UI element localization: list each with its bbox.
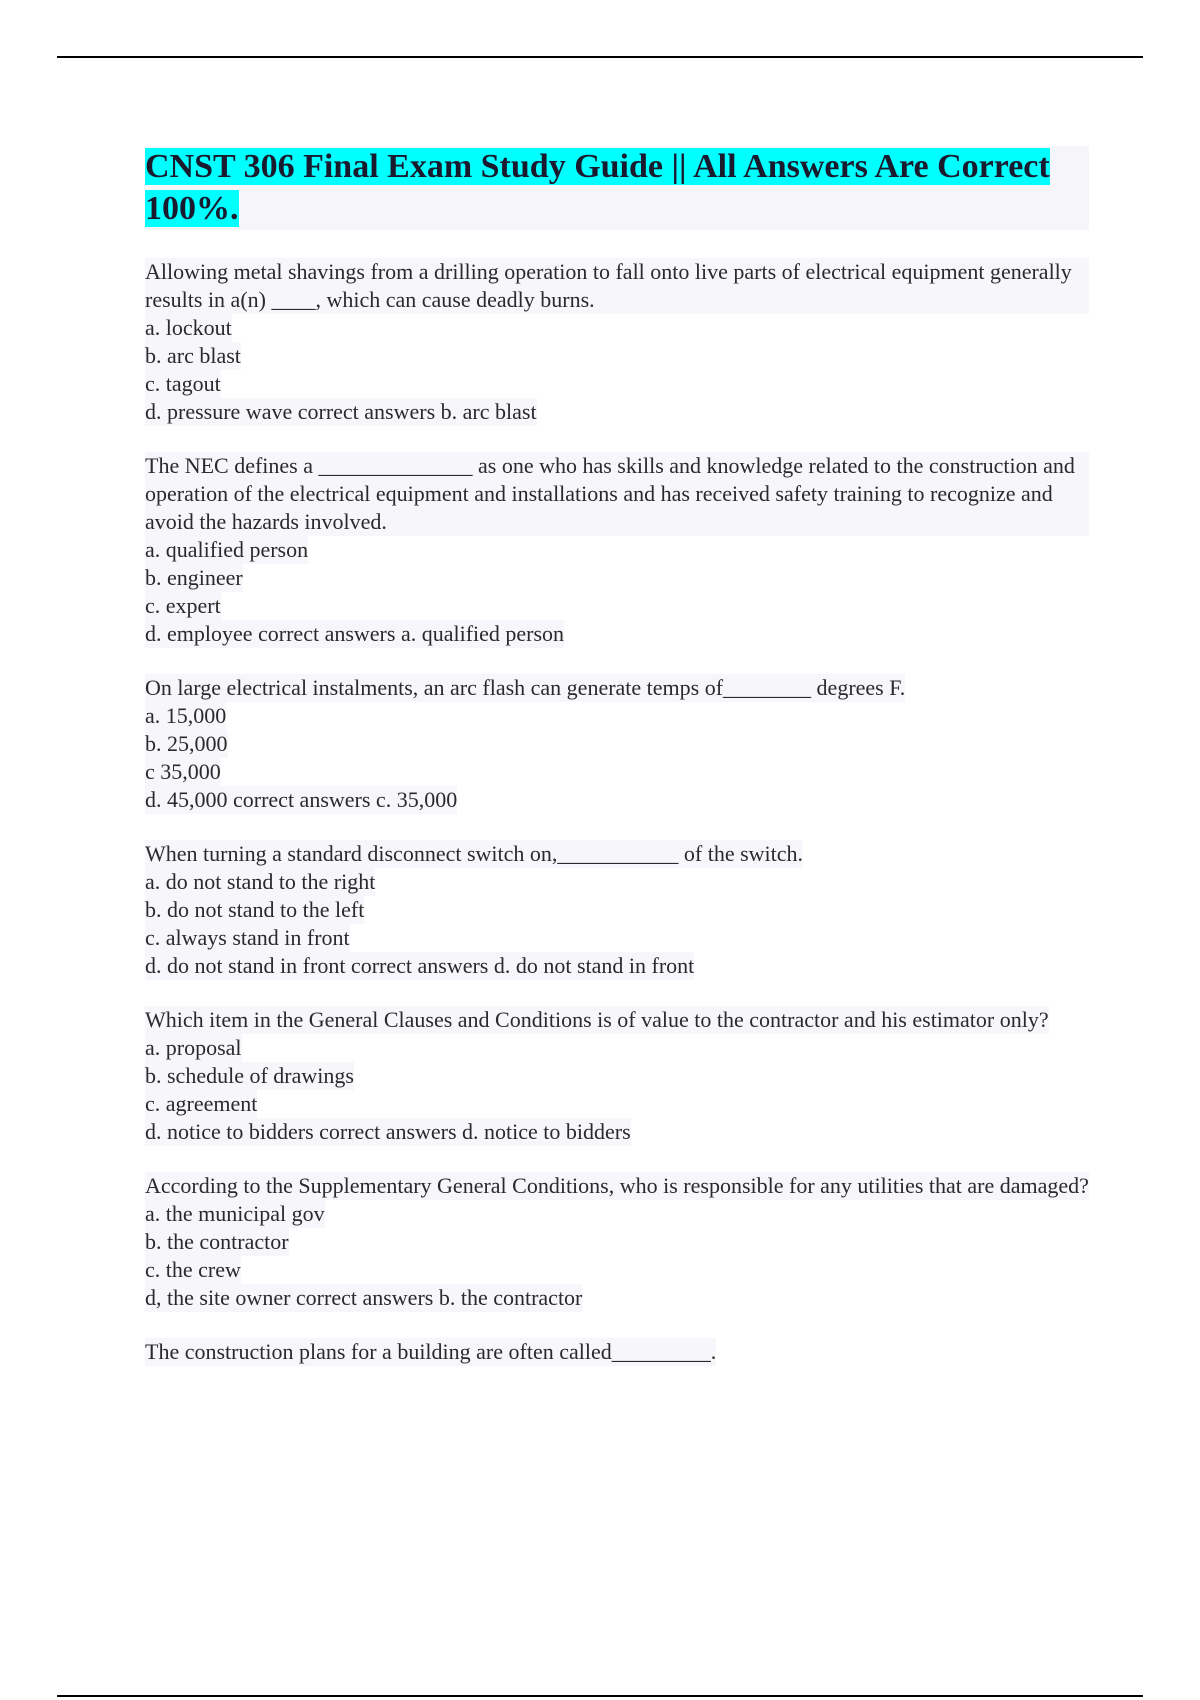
question-stem: On large electrical instalments, an arc flash can generate temps of________ degrees F. <box>145 675 906 700</box>
answer-option: b. do not stand to the left <box>145 897 365 922</box>
question-list <box>145 258 1089 1366</box>
answer-option: b. 25,000 <box>145 731 228 756</box>
document-body <box>145 146 1089 1366</box>
answer-option: d. pressure wave correct answers b. arc blast <box>145 399 537 424</box>
header-rule <box>57 56 1143 58</box>
answer-option: b. arc blast <box>145 343 241 368</box>
answer-option: d. notice to bidders correct answers d. notice to bidders <box>145 1119 631 1144</box>
answer-option: d, the site owner correct answers b. the contractor <box>145 1285 583 1310</box>
question-stem: The NEC defines a ______________ as one who has skills and knowledge related to the construction and operation of the electrical equipment and installations and has received safety training to recognize and avoid the hazards involved. <box>145 452 1089 536</box>
question-stem: Allowing metal shavings from a drilling operation to fall onto live parts of electrical equipment generally results in a(n) ____, which can cause deadly burns. <box>145 258 1089 314</box>
answer-option: c. agreement <box>145 1091 258 1116</box>
answer-option: a. qualified person <box>145 537 309 562</box>
answer-option: b. engineer <box>145 565 243 590</box>
question-item <box>145 840 1089 980</box>
question-item <box>145 1338 1089 1366</box>
title-block <box>145 146 1089 230</box>
title-highlight: CNST 306 Final Exam Study Guide || All Answers Are Correct 100%. <box>145 148 1050 227</box>
question-stem: Which item in the General Clauses and Conditions is of value to the contractor and his estimator only? <box>145 1007 1049 1032</box>
question-item <box>145 1172 1089 1312</box>
answer-option: d. employee correct answers a. qualified person <box>145 621 565 646</box>
answer-option: c. the crew <box>145 1257 241 1282</box>
question-item <box>145 674 1089 814</box>
answer-option: c. always stand in front <box>145 925 350 950</box>
answer-option: b. schedule of drawings <box>145 1063 354 1088</box>
question-stem: According to the Supplementary General Conditions, who is responsible for any utilities that are damaged? <box>145 1173 1089 1198</box>
answer-option: a. proposal <box>145 1035 242 1060</box>
answer-option: c. tagout <box>145 371 221 396</box>
document-title <box>145 146 1089 230</box>
answer-option: d. 45,000 correct answers c. 35,000 <box>145 787 458 812</box>
question-item <box>145 1006 1089 1146</box>
answer-option: b. the contractor <box>145 1229 289 1254</box>
question-item <box>145 258 1089 426</box>
question-stem: When turning a standard disconnect switch on,___________ of the switch. <box>145 841 804 866</box>
answer-option: d. do not stand in front correct answers d. do not stand in front <box>145 953 695 978</box>
answer-option: a. do not stand to the right <box>145 869 376 894</box>
question-stem: The construction plans for a building are often called_________. <box>145 1339 717 1364</box>
footer-rule <box>57 1695 1143 1697</box>
answer-option: a. the municipal gov <box>145 1201 325 1226</box>
answer-option: a. 15,000 <box>145 703 227 728</box>
answer-option: a. lockout <box>145 315 232 340</box>
answer-option: c. expert <box>145 593 221 618</box>
answer-option: c 35,000 <box>145 759 221 784</box>
question-item <box>145 452 1089 648</box>
